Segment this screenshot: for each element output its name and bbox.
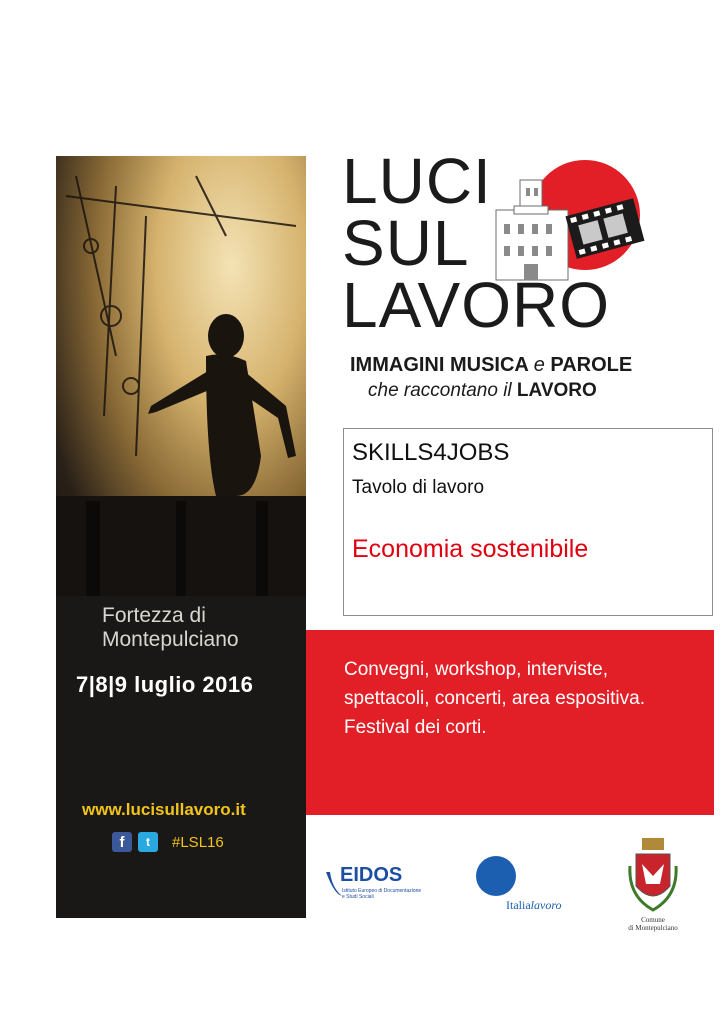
performer-photo — [56, 156, 306, 596]
italialavoro-circle-icon — [476, 856, 516, 896]
eidos-name: EIDOS — [340, 864, 403, 886]
venue-line-2: Montepulciano — [102, 628, 239, 651]
italialavoro-logo — [470, 856, 590, 916]
band-line-2: spettacoli, concerti, area espositiva. — [344, 688, 645, 709]
info-topic: Economia sostenibile — [352, 535, 589, 563]
subtitle-line-1 — [350, 354, 632, 377]
italialavoro-part-a: Italia — [506, 898, 531, 912]
subtitle-1-e: e — [533, 354, 545, 376]
poster-left-panel — [56, 156, 306, 918]
hashtag: #LSL16 — [172, 833, 224, 851]
subtitle-line-2 — [368, 380, 597, 402]
italialavoro-part-b: lavoro — [530, 898, 562, 912]
website-link[interactable]: www.lucisullavoro.it — [82, 800, 246, 819]
facebook-icon[interactable]: f — [112, 832, 132, 852]
band-description — [344, 655, 645, 742]
title-line-3: LAVORO — [342, 269, 610, 341]
info-box — [343, 428, 713, 616]
title-line-1: LUCI — [342, 145, 492, 217]
subtitle-1-part-a: IMMAGINI MUSICA — [350, 354, 534, 376]
venue-text — [102, 604, 302, 652]
poster-title — [342, 145, 610, 341]
band-line-1: Convegni, workshop, interviste, — [344, 659, 609, 680]
event-dates: 7|8|9 luglio 2016 — [76, 672, 254, 697]
info-subheading: Tavolo di lavoro — [352, 477, 485, 498]
subtitle-1-part-b: PAROLE — [544, 354, 633, 376]
comune-caption — [618, 916, 688, 932]
comune-logo — [618, 836, 688, 931]
comune-line-2: di Montepulciano — [628, 924, 678, 932]
eidos-subtitle: Istituto Europeo di Documentazione e Studi Sociali — [342, 888, 422, 900]
italialavoro-name — [506, 898, 562, 913]
twitter-icon[interactable]: t — [138, 832, 158, 852]
band-line-3: Festival dei corti. — [344, 717, 487, 738]
subtitle-2-part-b: LAVORO — [516, 380, 597, 401]
title-line-2: SUL — [342, 207, 470, 279]
subtitle-2-part-a: che raccontano il — [368, 380, 517, 401]
coat-of-arms-icon — [628, 836, 678, 914]
info-heading: SKILLS4JOBS — [352, 439, 510, 466]
venue-line-1: Fortezza di — [102, 604, 206, 627]
social-row — [112, 832, 224, 852]
comune-line-1: Comune — [641, 916, 665, 924]
eidos-logo — [324, 858, 434, 908]
